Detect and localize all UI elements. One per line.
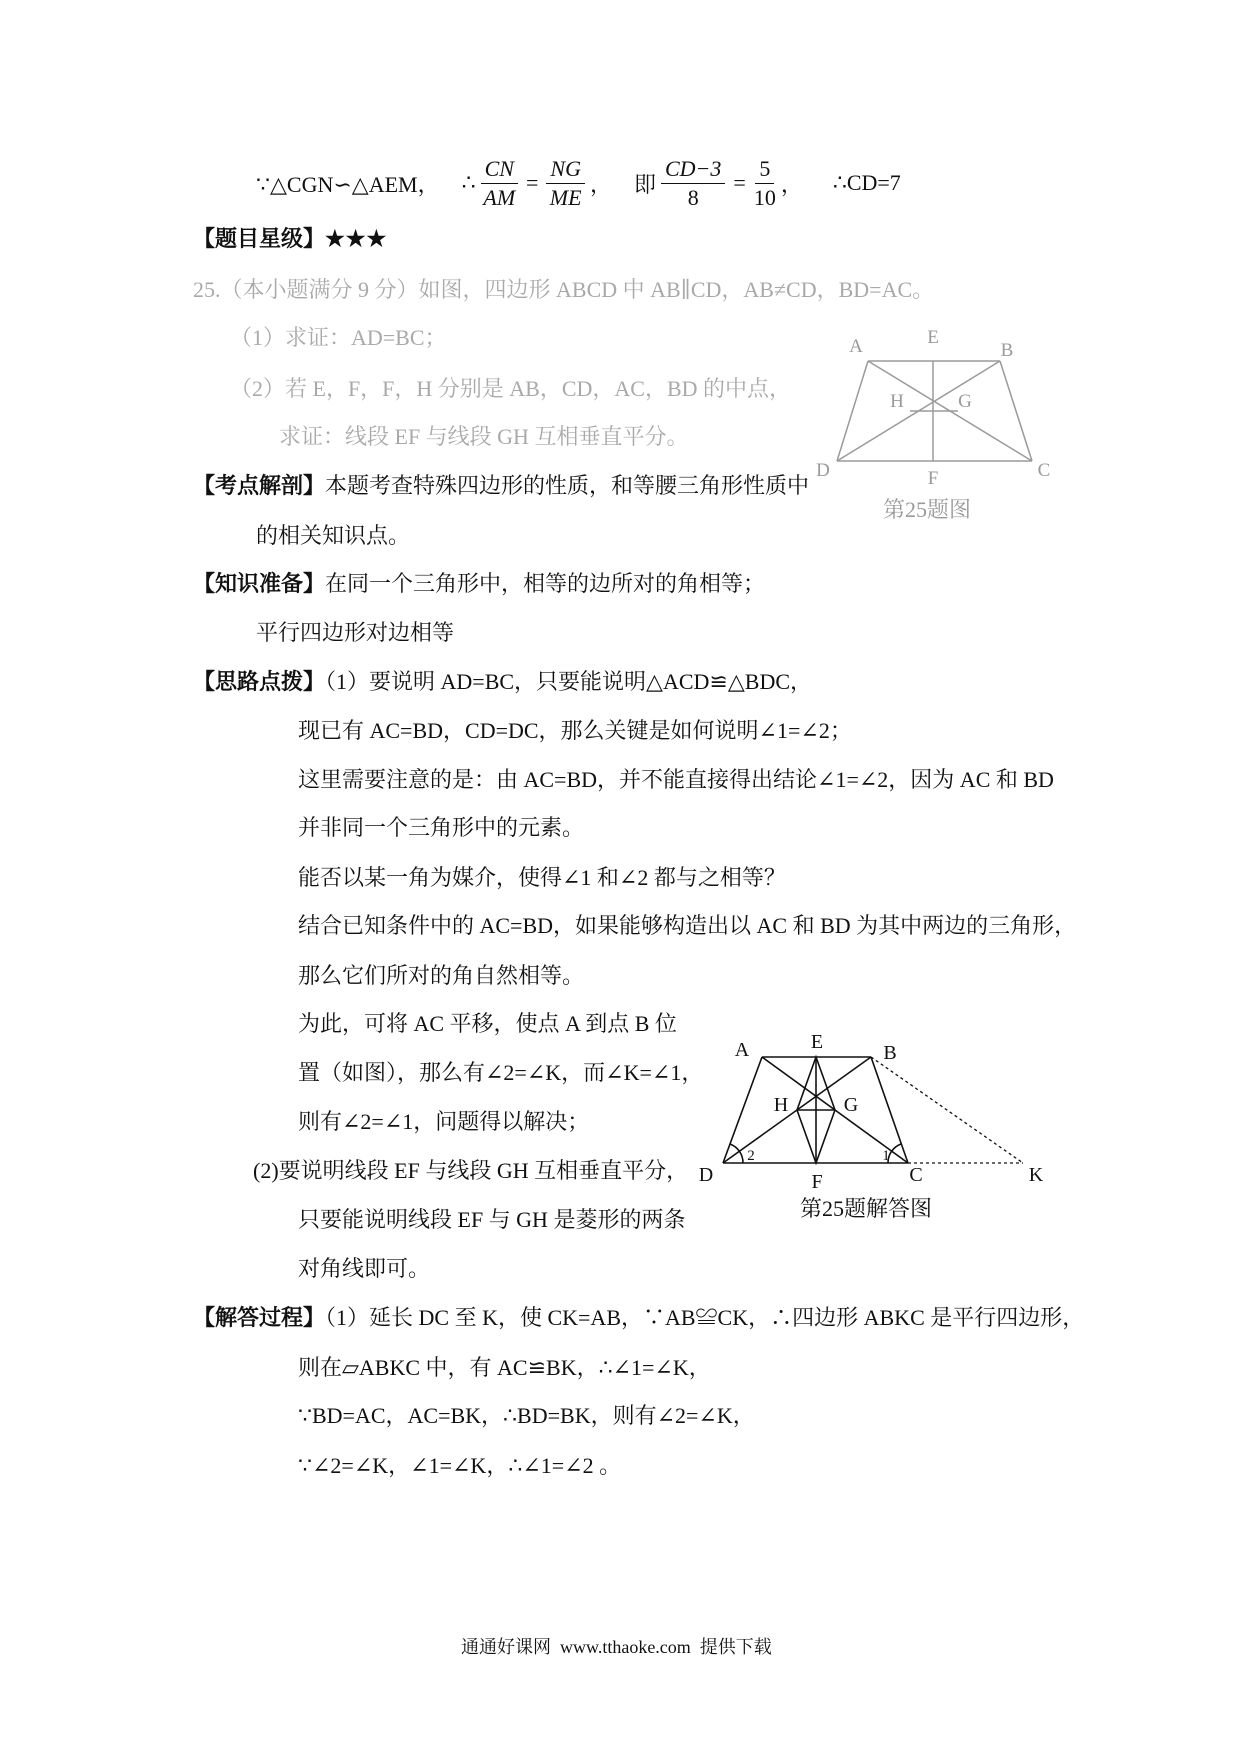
fraction-numerator: 5 [755, 156, 774, 184]
fraction-cn-am [481, 156, 518, 211]
fraction-cd-minus-3-over-8 [661, 156, 725, 211]
equals-sign: = [733, 170, 746, 195]
hints-line: 能否以某一角为媒介，使得∠1 和∠2 都与之相等？ [298, 865, 786, 890]
solution-line: （1）延长 DC 至 K，使 CK=AB，∵AB≌CK，∴四边形 ABKC 是平行四边形， [325, 1305, 1085, 1330]
hints-line: 只要能说明线段 EF 与 GH 是菱形的两条 [298, 1207, 686, 1232]
point-label-e: E [810, 1031, 824, 1053]
solution-line: 则在▱ABKC 中，有 AC≌BK，∴∠1=∠K， [298, 1355, 711, 1380]
analysis-tag: 【考点解剖】 [193, 473, 326, 498]
segment-bc [1000, 361, 1032, 461]
analysis-section [193, 471, 809, 501]
hints-line: 现已有 AC=BD，CD=DC，那么关键是如何说明∠1=∠2； [298, 718, 852, 743]
analysis-text-cont: 的相关知识点。 [256, 523, 411, 548]
hints-line: 则有∠2=∠1，问题得以解决； [298, 1109, 590, 1134]
segment-ad [837, 361, 868, 461]
point-label-d: D [816, 460, 830, 481]
figure-25-trapezoid [800, 320, 1070, 535]
hints-line: （1）要说明 AD=BC，只要能说明△ACD≌△BDC， [325, 669, 813, 694]
problem-part-1: （1）求证：AD=BC； [230, 325, 447, 350]
because-statement: ∵△CGN∽△AEM， [256, 171, 440, 197]
result-statement: ∴CD=7 [832, 170, 901, 195]
fraction-denominator: AM [483, 184, 516, 210]
figure-25-solution-diagram [690, 1025, 1055, 1225]
fraction-ng-me [546, 156, 585, 211]
solution-line: ∵∠2=∠K，∠1=∠K，∴∠1=∠2 。 [298, 1453, 622, 1478]
knowledge-text-cont: 平行四边形对边相等 [256, 620, 455, 645]
fraction-numerator: CN [481, 156, 518, 184]
point-label-k: K [1028, 1164, 1044, 1186]
therefore-symbol: ∴ [461, 170, 476, 195]
hints-tag: 【思路点拨】 [193, 669, 326, 694]
knowledge-tag: 【知识准备】 [193, 571, 326, 596]
solution-line: ∵BD=AC，AC=BK，∴BD=BK，则有∠2=∠K， [298, 1403, 755, 1428]
figure-caption: 第25题图 [882, 497, 972, 522]
difficulty-rating [193, 224, 387, 254]
knowledge-section [193, 569, 765, 599]
point-label-a: A [849, 336, 863, 357]
dashed-segment-bk [871, 1057, 1023, 1163]
solution-section [193, 1303, 1084, 1333]
point-label-f: F [927, 468, 939, 489]
fraction-denominator: 10 [753, 184, 776, 210]
analysis-text: 本题考查特殊四边形的性质，和等腰三角形性质中 [325, 473, 810, 498]
hints-line: 对角线即可。 [298, 1256, 431, 1281]
point-label-c: C [1037, 460, 1051, 481]
point-label-a: A [734, 1039, 750, 1061]
ie-word: 即 [633, 171, 656, 197]
similar-triangles-equation [256, 153, 901, 213]
point-label-f: F [811, 1171, 823, 1193]
equals-sign: = [525, 170, 539, 195]
fraction-5-over-10 [754, 156, 776, 211]
fraction-denominator: 8 [687, 184, 699, 210]
point-label-c: C [909, 1164, 923, 1186]
problem-part-2: （2）若 E，F，F，H 分别是 AB，CD，AC，BD 的中点， [230, 376, 792, 401]
hints-line: 并非同一个三角形中的元素。 [298, 815, 585, 840]
fraction-denominator: ME [549, 184, 582, 210]
fraction-numerator: NG [546, 156, 585, 184]
figure-caption: 第25题解答图 [799, 1196, 933, 1221]
page-footer: 通通好课网 www.tthaoke.com 提供下载 [461, 1637, 772, 1657]
angle-label-1: 1 [882, 1148, 890, 1164]
point-label-b: B [883, 1042, 897, 1064]
problem-part-2-prove: 求证：线段 EF 与线段 GH 互相垂直平分。 [279, 424, 689, 449]
angle-label-2: 2 [747, 1148, 755, 1164]
knowledge-text: 在同一个三角形中，相等的边所对的角相等； [325, 571, 766, 596]
point-label-h: H [773, 1094, 789, 1116]
hints-section [193, 667, 812, 697]
point-label-d: D [698, 1164, 714, 1186]
hints-line: 那么它们所对的角自然相等。 [298, 963, 585, 988]
point-label-g: G [843, 1094, 859, 1116]
problem-title: 25.（本小题满分 9 分）如图，四边形 ABCD 中 AB∥CD，AB≠CD，BD=AC。 [193, 277, 935, 302]
comma: ， [780, 171, 803, 197]
hints-line: 为此，可将 AC 平移，使点 A 到点 B 位 [298, 1011, 677, 1036]
star-icons: ★★★ [325, 226, 388, 251]
hints-line: 这里需要注意的是：由 AC=BD，并不能直接得出结论∠1=∠2，因为 AC 和 BD [298, 767, 1054, 792]
hints-line: 结合已知条件中的 AC=BD，如果能够构造出以 AC 和 BD 为其中两边的三角形， [298, 913, 1077, 938]
solution-tag: 【解答过程】 [193, 1305, 326, 1330]
hints-line: (2)要说明线段 EF 与线段 GH 互相垂直平分， [253, 1158, 689, 1183]
comma: ， [589, 171, 612, 197]
hints-line: 置（如图），那么有∠2=∠K，而∠K=∠1， [298, 1060, 704, 1085]
point-label-e: E [927, 327, 939, 348]
point-label-h: H [890, 391, 904, 412]
fraction-numerator: CD−3 [661, 156, 725, 184]
point-label-b: B [1000, 340, 1014, 361]
point-label-g: G [958, 391, 972, 412]
segment-ad [723, 1057, 762, 1163]
rating-label: 【题目星级】 [193, 226, 326, 251]
